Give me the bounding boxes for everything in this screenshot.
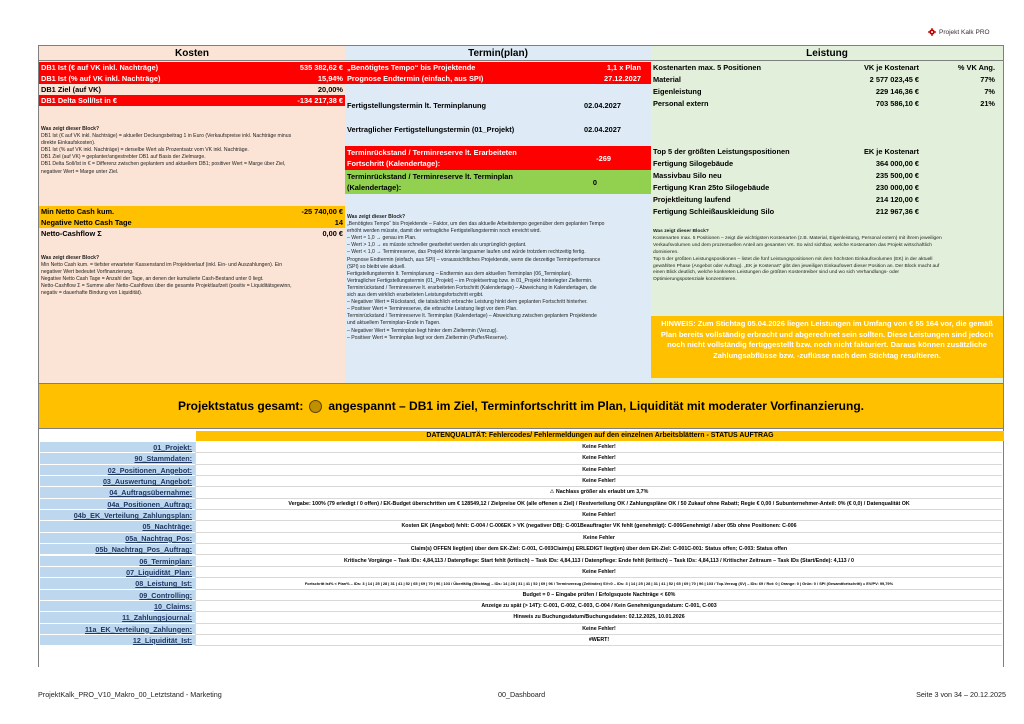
kosten-label: DB1 Ist (% auf VK inkl. Nachträge)	[41, 74, 161, 83]
note-line: Netto-Cashflow Σ = Summe aller Netto-Cashflows über die gesamte Projektlaufzeit (positiv = Liquiditätsgewinn,	[41, 283, 292, 290]
note-line: DB1 Delta Soll/Ist in € = Differenz zwischen geplantem und aktuellem DB1; positiver Wert = Marge über Ziel,	[41, 161, 286, 168]
dq-row	[40, 521, 1002, 532]
kostenart-row	[651, 74, 1003, 85]
kostenarten-header	[651, 62, 1003, 73]
footer-file: ProjektKalk_PRO_V10_Makro_00_Letztstand - Marketing	[38, 690, 222, 699]
note-line: Kostenarten max. 5 Positionen – zeigt die wichtigsten Kostenarten (z.B. Material, Eigenleistung, Personal extern) mit ihrem jeweiligen	[653, 235, 942, 241]
kostenart-vk: 703 586,10 €	[875, 99, 919, 108]
dq-row	[40, 556, 1002, 567]
dq-sheet-link[interactable]: 05a_Nachtrag_Pos:	[40, 533, 195, 544]
dq-sheet-link[interactable]: 08_Leistung_Ist:	[40, 578, 195, 589]
kostenart-row	[651, 98, 1003, 109]
dq-sheet-link[interactable]: 11_Zahlungsjournal:	[40, 612, 195, 623]
kosten-label: DB1 Delta Soll/Ist in €	[41, 96, 117, 105]
datenqualitaet-title: DATENQUALITÄT: Fehlercodes/ Fehlermeldungen auf den einzelnen Arbeitsblättern - STATUS AUFTRAG	[196, 431, 1004, 441]
kostenart-pct: 21%	[980, 99, 995, 108]
dq-message: Keine Fehler!	[195, 510, 1002, 521]
cash-value: 0,00 €	[322, 229, 343, 238]
logo-text: Projekt Kalk PRO	[939, 28, 990, 36]
top5-name: Massivbau Silo neu	[653, 171, 722, 180]
dq-message: Kosten EK (Angebot) fehlt: C-004 / C-006EK > VK (negativer DB): C-001Beauftragter VK fehlt (genehmigt): C-006Genehmigt / aber 05b ohne Positionen: C-006	[195, 521, 1002, 532]
dq-message: Keine Fehler!	[195, 453, 1002, 464]
kosten-value: -134 217,38 €	[297, 96, 343, 105]
dq-sheet-link[interactable]: 90_Stammdaten:	[40, 453, 195, 464]
label-line: (Kalendertage):	[347, 183, 402, 192]
termin-title: Termin(plan)	[345, 46, 651, 61]
note-line: negativer Wert bedeutet Vorfinanzierung.	[41, 269, 134, 276]
dq-row	[40, 601, 1002, 612]
header-cell: VK je Kostenart	[863, 63, 919, 72]
top5-name: Fertigung Kran 25to Silogebäude	[653, 183, 770, 192]
kostenart-row	[651, 86, 1003, 97]
termin-row	[345, 73, 651, 84]
note-line: einen Blick deutlich, welche konkreten Leistungen die größten Kostentreiber sind und wo sich Verhandlungs- oder	[653, 270, 900, 276]
dq-message: Keine Fehler!	[195, 476, 1002, 487]
termin-note	[347, 214, 647, 342]
status-indicator-icon	[309, 400, 322, 413]
note-line: – Negativer Wert = Terminplan liegt hinter dem Zieltermin (Verzug).	[347, 327, 498, 334]
note-line: Terminrückstand / Terminreserve lt. erarbeiteten Fortschritt (Kalendertage) – Abweichung in Kalendertagen, die	[347, 284, 597, 291]
top5-row	[651, 182, 1003, 193]
top5-name: Projektleitung laufend	[653, 195, 731, 204]
kosten-value: 20,00%	[317, 85, 343, 94]
dq-sheet-link[interactable]: 02_Positionen_Angebot:	[40, 465, 195, 476]
kostenart-name: Eigenleistung	[653, 87, 702, 96]
top-section	[39, 46, 1003, 383]
dq-row	[40, 612, 1002, 623]
footer-sheet: 00_Dashboard	[498, 690, 546, 699]
cash-label: Netto-Cashflow Σ	[41, 229, 102, 238]
note-line: und aktuellem Terminplan-Ende in Tagen.	[347, 320, 441, 327]
leistung-title: Leistung	[651, 46, 1003, 61]
status-text: angespannt – DB1 im Ziel, Terminfortschritt im Plan, Liquidität mit moderater Vorfinanzierung.	[328, 399, 864, 413]
cash-note	[41, 255, 341, 298]
dq-message: Keine Fehler	[195, 533, 1002, 544]
termin-label: Fertigstellungstermin lt. Terminplanung	[347, 100, 487, 110]
note-line: Terminrückstand / Terminreserve lt. Terminplan (Kalendertage) – Abweichung zwischen geplantem Projektende	[347, 313, 597, 320]
dq-row	[40, 635, 1002, 646]
cash-row	[39, 217, 345, 228]
note-line: DB1 Ist (€ auf VK inkl. Nachträge) = aktueller Deckungsbeitrag 1 in Euro (Verkaufspreise inkl. Nachträge minus	[41, 133, 292, 140]
dq-message: Keine Fehler!	[195, 465, 1002, 476]
top5-row	[651, 158, 1003, 169]
note-line: direkte Einkaufskosten).	[41, 140, 96, 147]
termin-row	[345, 98, 651, 112]
kosten-value: 535 382,62 €	[299, 63, 343, 72]
note-line: (SPI) so bleibt wie aktuell.	[347, 263, 406, 270]
dq-sheet-link[interactable]: 04_Auftragsübernahme:	[40, 487, 195, 498]
dq-sheet-link[interactable]: 10_Claims:	[40, 601, 195, 612]
dq-row	[40, 487, 1002, 498]
note-line: gewählten Phase (Angebot oder Auftrag). „EK je Kostenart“ gibt den jeweiligen Einkaufswert dieser Position an. Der Block macht auf	[653, 263, 940, 269]
dq-sheet-link[interactable]: 05b_Nachtrag_Pos_Auftrag:	[40, 544, 195, 555]
note-line: negativer Wert = Marge unter Ziel.	[41, 168, 119, 175]
label-line: Fortschritt (Kalendertage):	[347, 159, 441, 168]
note-line: – Positiver Wert = Terminplan liegt vor dem Zieltermin (Puffer/Reserve).	[347, 334, 508, 341]
kosten-row	[39, 73, 345, 84]
note-line: negativ = dauerhafte Bindung von Liquidität).	[41, 290, 143, 297]
note-line: – Wert > 1,0 → es müsste schneller gearbeitet werden als ursprünglich geplant.	[347, 242, 527, 249]
hinweis-box: HINWEIS: Zum Stichtag 05.04.2026 liegen Leistungen im Umfang von € 55 164 vor, die gemäß Plan bereits vollständig erbracht und abgerechnet sein sollten. Diese Leistungen sind jedoch noch nicht vollständig fertiggestellt bzw. noch nicht fakturiert. Daraus können zusätzliche Zahlungsabflüsse bzw. -zuflüsse nach dem Stichtag resultieren.	[651, 316, 1003, 378]
status-label: Projektstatus gesamt:	[178, 399, 304, 413]
kostenart-pct: 7%	[984, 87, 995, 96]
cash-label: Negative Netto Cash Tage	[41, 218, 132, 227]
cash-value: 14	[334, 218, 343, 227]
datenqualitaet-section	[39, 429, 1003, 668]
dq-message: Hinweis zu Buchungsdatum/Buchungsdaten: 02.12.2025, 10.01.2026	[195, 612, 1002, 623]
kosten-row	[39, 95, 345, 106]
kostenart-name: Personal extern	[653, 99, 709, 108]
terminrueckstand-value: -269	[596, 153, 611, 163]
dq-sheet-link[interactable]: 07_Liquidität_Plan:	[40, 567, 195, 578]
kosten-block	[39, 46, 345, 383]
projektstatus-banner	[39, 383, 1003, 429]
dq-sheet-link[interactable]: 06_Terminplan:	[40, 556, 195, 567]
dq-message: Anzeige zu spät (> 14T): C-001, C-002, C-003, C-004 / Kein Genehmigungsdatum: C-001, C-003	[195, 601, 1002, 612]
terminreserve-value: 0	[592, 177, 597, 187]
termin-row	[345, 62, 651, 73]
top5-name: Fertigung Schleißauskleidung Silo	[653, 207, 775, 216]
dq-sheet-link[interactable]: 01_Projekt:	[40, 442, 195, 453]
note-line: Optimierungspotenziale konzentrieren.	[653, 277, 737, 283]
cash-label: Min Netto Cash kum.	[41, 207, 115, 216]
note-line: erhöht werden müsste, damit der vertragliche Fertigstellungstermin noch erreicht wird.	[347, 228, 541, 235]
terminrueckstand-fortschritt	[345, 146, 651, 170]
dq-row	[40, 544, 1002, 555]
note-line: Prognose Endtermin (einfach, aus SPI) – voraussichtliches Projektende, wenn die derzeitige Terminperformance	[347, 256, 601, 263]
kosten-title: Kosten	[39, 46, 345, 61]
dq-row	[40, 465, 1002, 476]
kosten-label: DB1 Ziel (auf VK)	[41, 85, 101, 94]
dq-sheet-link[interactable]: 05_Nachträge:	[40, 521, 195, 532]
dq-row	[40, 499, 1002, 510]
note-line: „Benötigtes Tempo“ bis Projektende – Faktor, um den das aktuelle Arbeitstempo gegenüber dem geplanten Tempo	[347, 221, 605, 228]
dashboard-sheet	[38, 45, 1004, 667]
termin-value: 02.04.2027	[584, 124, 621, 134]
dq-message: Kritische Vorgänge – Task IDs: 4,84,113 / Datenpflege: Start fehlt (kritisch) – Task IDs: 4,84,113 / Datenpflege: Ende fehlt (kritisch) – Task IDs: 4,84,113 / Kritischer Zeitraum – Task IDs (Start/Ende): 4,113 / 0	[195, 556, 1002, 567]
dq-row	[40, 510, 1002, 521]
note-line: – Positiver Wert = Terminreserve, die erbrachte Leistung liegt vor dem Plan.	[347, 306, 518, 313]
top5-ek: 214 120,00 €	[875, 195, 919, 204]
top5-ek: 230 000,00 €	[875, 183, 919, 192]
note-line: DB1 Ziel (auf VK) = geplanter/angestrebter DB1 auf Basis der Zielmarge.	[41, 154, 206, 161]
dq-message: Budget = 0 – Eingabe prüfen / Erfolgsquote Nachträge < 60%	[195, 590, 1002, 601]
note-title: Was zeigt dieser Block?	[347, 214, 406, 220]
dq-message: Keine Fehler!	[195, 624, 1002, 635]
dq-message: Fortschritt Ist% < Plan% – IDs: 3 | 14 | 25 | 28 | 31 | 41 | 52 | 65 | 69 | 70 | 96 | 103 / Überfällig (Stichtag) – IDs: 14 | 28 | 31 | 41 | 52 | 69 | 96 / Terminverzug (Zeitindex) SV<0 – IDs: 3 | 14 | 25 | 28 | 31 | 41 | 52 | 65 | 69 | 70 | 96 | 103 / Top-Verzug (SV) – IDs: 69 / Rot: 0 | Orange: 0 | Grün: 0 / SPI (Gesamtfortschritt) = EV/PV: 99,79%	[195, 578, 1002, 589]
termin-label: Prognose Endtermin (einfach, aus SPI)	[347, 74, 484, 83]
header-cell: Top 5 der größten Leistungspositionen	[653, 147, 790, 156]
header-cell: Kostenarten max. 5 Positionen	[653, 63, 762, 72]
termin-block	[345, 46, 651, 383]
dq-message: Keine Fehler!	[195, 442, 1002, 453]
dq-message: Vergabe: 100% (79 erledigt / 0 offen) / EK-Budget überschritten um € 128549,12 / Zielpreise OK (alle offenen ≤ Ziel) / Restverteilung OK / Zahlungspläne OK / 50 Zukauf ohne Rabatt; Regie € 0,00 / Subunternehmer-Anteil: 0% (€ 0,0) / Datenqualität OK	[195, 499, 1002, 510]
note-line: dominieren.	[653, 249, 679, 255]
terminreserve-label	[347, 171, 589, 193]
dq-row	[40, 476, 1002, 487]
note-line: – Wert ≈ 1,0 → genau im Plan.	[347, 235, 417, 242]
terminrueckstand-plan	[345, 170, 651, 194]
note-line: Negative Netto Cash Tage = Anzahl der Tage, an denen der kumulierte Cash-Bestand unter 0 liegt.	[41, 276, 264, 283]
termin-label: Vertraglicher Fertigstellungstermin (01_Projekt)	[347, 124, 515, 134]
note-title: Was zeigt dieser Block?	[41, 126, 100, 132]
termin-value: 27.12.2027	[604, 74, 641, 83]
dq-message: #WERT!	[195, 635, 1002, 646]
dq-row	[40, 533, 1002, 544]
footer-page: Seite 3 von 34 – 20.12.2025	[916, 690, 1006, 699]
cash-value: -25 740,00 €	[301, 207, 343, 216]
dq-message: Keine Fehler!	[195, 567, 1002, 578]
kosten-label: DB1 Ist (€ auf VK inkl. Nachträge)	[41, 63, 159, 72]
label-line: Terminrückstand / Terminreserve lt. Erarbeiteten	[347, 148, 517, 157]
note-line: – Wert < 1,0 → Terminreserve, das Projekt könnte langsamer laufen und würde trotzdem rechtzeitig fertig.	[347, 249, 586, 256]
top5-row	[651, 194, 1003, 205]
kosten-note	[41, 126, 341, 176]
dq-message: ⚠ Nachlass größer als erlaubt um 3,7%	[195, 487, 1002, 498]
termin-label: „Benötigtes Tempo“ bis Projektende	[347, 63, 476, 72]
kostenart-vk: 229 146,36 €	[875, 87, 919, 96]
logo	[928, 28, 990, 36]
note-line: Fertigstellungstermin lt. Terminplanung – Endtermin aus dem aktuellen Terminplan (06_Terminplan).	[347, 270, 572, 277]
dq-sheet-link[interactable]: 09_Controlling:	[40, 590, 195, 601]
note-line: – Negativer Wert = Rückstand, die tatsächlich erbrachte Leistung hinkt dem geplanten Fortschritt hinterher.	[347, 299, 588, 306]
termin-row	[345, 122, 651, 136]
label-line: Terminrückstand / Terminreserve lt. Terminplan	[347, 172, 513, 181]
note-line: Top 5 der größten Leistungspositionen – listet die fünf Leistungspositionen mit dem höchsten Einkaufsvolumen (EK) in der aktuell	[653, 256, 933, 262]
top5-name: Fertigung Silogebäude	[653, 159, 734, 168]
dq-sheet-link[interactable]: 12_Liquidität_Ist:	[40, 635, 195, 646]
dq-row	[40, 578, 1002, 589]
header-cell: % VK Ang.	[957, 63, 995, 72]
dq-row	[40, 442, 1002, 453]
note-line: sich aus dem wirklich erarbeiteten Leistungsfortschritt ergibt.	[347, 292, 484, 299]
top5-ek: 235 500,00 €	[875, 171, 919, 180]
kosten-value: 15,94%	[317, 74, 343, 83]
terminrueckstand-label	[347, 147, 589, 169]
note-line: Verkaufsvolumen und dem prozentuellen Anteil am gesamten VK. So wird sichtbar, welche Kostenarten das Projekt wirtschaftlich	[653, 242, 932, 248]
note-line: Vertraglicher Fertigstellungstermin (01_Projekt) – im Projektvertrag bzw. in 01_Projekt hinterlegter Zieltermin.	[347, 277, 593, 284]
top5-header	[651, 146, 1003, 157]
top5-row	[651, 170, 1003, 181]
top5-ek: 212 967,36 €	[875, 207, 919, 216]
dq-sheet-link[interactable]: 03_Auswertung_Angebot:	[40, 476, 195, 487]
kostenart-name: Material	[653, 75, 681, 84]
termin-value: 02.04.2027	[584, 100, 621, 110]
note-line: Min Netto Cash kum. = tiefster erwarteter Kassenstand im Projektverlauf (inkl. Ein- und Auszahlungen). Ein	[41, 262, 283, 269]
cash-row	[39, 206, 345, 217]
note-title: Was zeigt dieser Block?	[41, 255, 100, 261]
kosten-row	[39, 62, 345, 73]
leistung-note	[653, 229, 999, 284]
kostenart-pct: 77%	[980, 75, 995, 84]
kosten-row	[39, 84, 345, 95]
dq-row	[40, 624, 1002, 635]
termin-value: 1,1 x Plan	[606, 63, 641, 72]
leistung-block	[651, 46, 1003, 383]
header-cell: EK je Kostenart	[863, 147, 919, 156]
cash-row	[39, 228, 345, 239]
top5-row	[651, 206, 1003, 217]
dq-row	[40, 567, 1002, 578]
dq-row	[40, 453, 1002, 464]
dq-row	[40, 590, 1002, 601]
kostenart-vk: 2 577 023,45 €	[869, 75, 919, 84]
top5-ek: 364 000,00 €	[875, 159, 919, 168]
dq-sheet-link[interactable]: 11a_EK_Verteilung_Zahlungen:	[40, 624, 195, 635]
note-title: Was zeigt dieser Block?	[653, 229, 709, 234]
note-line: DB1 Ist (% auf VK inkl. Nachträge) = derselbe Wert als Prozentsatz vom VK inkl. Nachträge.	[41, 147, 249, 154]
dq-message: Claim(s) OFFEN liegt(en) über dem EK-Ziel: C-001, C-003Claim(s) ERLEDIGT liegt(en) über dem EK-Ziel: C-001C-001: Status offen; C-003: Status offen	[195, 544, 1002, 555]
dq-sheet-link[interactable]: 04a_Positionen_Auftrag:	[40, 499, 195, 510]
dq-sheet-link[interactable]: 04b_EK_Verteilung_Zahlungsplan:	[40, 510, 195, 521]
logo-gear-icon	[928, 28, 936, 36]
